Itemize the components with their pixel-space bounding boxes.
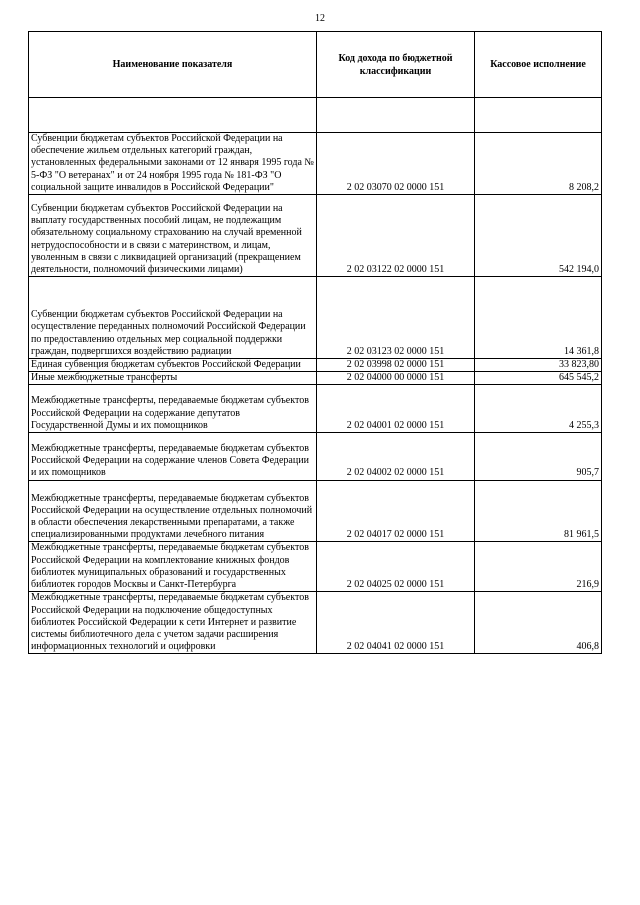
header-cash-execution: Кассовое исполнение <box>475 32 602 98</box>
row-cash-amount: 14 361,8 <box>475 277 602 359</box>
row-cash-amount: 8 208,2 <box>475 133 602 195</box>
row-cash-amount: 645 545,2 <box>475 372 602 385</box>
table-row <box>29 385 602 433</box>
spacer-cell <box>475 98 602 133</box>
row-cash-amount: 406,8 <box>475 592 602 654</box>
row-cash-amount: 905,7 <box>475 433 602 481</box>
table-row <box>29 480 602 542</box>
row-indicator-name: Субвенции бюджетам субъектов Российской Федерации на выплату государственных пособий лицам, не подлежащим обязательному социальному страхованию на случай временной нетрудоспособности и в связи с материнством, и лицам, уволенным в связи с ликвидацией организаций (прекращением деятельности, полномочий физическими лицами) <box>29 195 317 277</box>
page-number: 12 <box>315 13 325 24</box>
table-header-row <box>29 32 602 98</box>
budget-execution-table <box>28 31 602 654</box>
row-indicator-name: Межбюджетные трансферты, передаваемые бюджетам субъектов Российской Федерации на осуществление отдельных полномочий в области обеспечения лекарственными препаратами, а также специализированными продуктами лечебного питания <box>29 480 317 542</box>
row-indicator-name: Субвенции бюджетам субъектов Российской Федерации на осуществление переданных полномочий Российской Федерации по предоставлению отдельных мер социальной поддержки граждан, подвергшихся воздействию радиации <box>29 277 317 359</box>
table-row <box>29 592 602 654</box>
row-indicator-name: Межбюджетные трансферты, передаваемые бюджетам субъектов Российской Федерации на подключение общедоступных библиотек Российской Федерации к сети Интернет и развитие системы библиотечного дела с учетом задачи расширения информационных технологий и оцифровки <box>29 592 317 654</box>
row-income-code: 2 02 04025 02 0000 151 <box>317 542 475 592</box>
row-income-code: 2 02 04017 02 0000 151 <box>317 480 475 542</box>
table-row <box>29 277 602 359</box>
table-row <box>29 133 602 195</box>
row-income-code: 2 02 04001 02 0000 151 <box>317 385 475 433</box>
row-income-code: 2 02 04000 00 0000 151 <box>317 372 475 385</box>
row-income-code: 2 02 03998 02 0000 151 <box>317 359 475 372</box>
table-row <box>29 195 602 277</box>
row-income-code: 2 02 04041 02 0000 151 <box>317 592 475 654</box>
row-income-code: 2 02 04002 02 0000 151 <box>317 433 475 481</box>
row-indicator-name: Единая субвенция бюджетам субъектов Российской Федерации <box>29 359 317 372</box>
row-cash-amount: 33 823,80 <box>475 359 602 372</box>
header-indicator-name: Наименование показателя <box>29 32 317 98</box>
row-indicator-name: Иные межбюджетные трансферты <box>29 372 317 385</box>
table-row <box>29 359 602 372</box>
row-income-code: 2 02 03123 02 0000 151 <box>317 277 475 359</box>
spacer-cell <box>29 98 317 133</box>
table-row <box>29 433 602 481</box>
header-income-code: Код дохода по бюджетной классификации <box>317 32 475 98</box>
spacer-cell <box>317 98 475 133</box>
row-indicator-name: Межбюджетные трансферты, передаваемые бюджетам субъектов Российской Федерации на содержание депутатов Государственной Думы и их помощников <box>29 385 317 433</box>
table-row <box>29 542 602 592</box>
row-cash-amount: 81 961,5 <box>475 480 602 542</box>
table-spacer-row <box>29 98 602 133</box>
row-income-code: 2 02 03122 02 0000 151 <box>317 195 475 277</box>
row-cash-amount: 4 255,3 <box>475 385 602 433</box>
row-cash-amount: 216,9 <box>475 542 602 592</box>
row-cash-amount: 542 194,0 <box>475 195 602 277</box>
row-income-code: 2 02 03070 02 0000 151 <box>317 133 475 195</box>
row-indicator-name: Межбюджетные трансферты, передаваемые бюджетам субъектов Российской Федерации на содержание членов Совета Федерации и их помощников <box>29 433 317 481</box>
row-indicator-name: Межбюджетные трансферты, передаваемые бюджетам субъектов Российской Федерации на комплектование книжных фондов библиотек муниципальных образований и государственных библиотек городов Москвы и Санкт-Петербурга <box>29 542 317 592</box>
row-indicator-name: Субвенции бюджетам субъектов Российской Федерации на обеспечение жильем отдельных категорий граждан, установленных федеральными законами от 12 января 1995 года № 5-ФЗ "О ветеранах" и от 24 ноября 1995 года № 181-ФЗ "О социальной защите инвалидов в Российской Федерации" <box>29 133 317 195</box>
table-row <box>29 372 602 385</box>
